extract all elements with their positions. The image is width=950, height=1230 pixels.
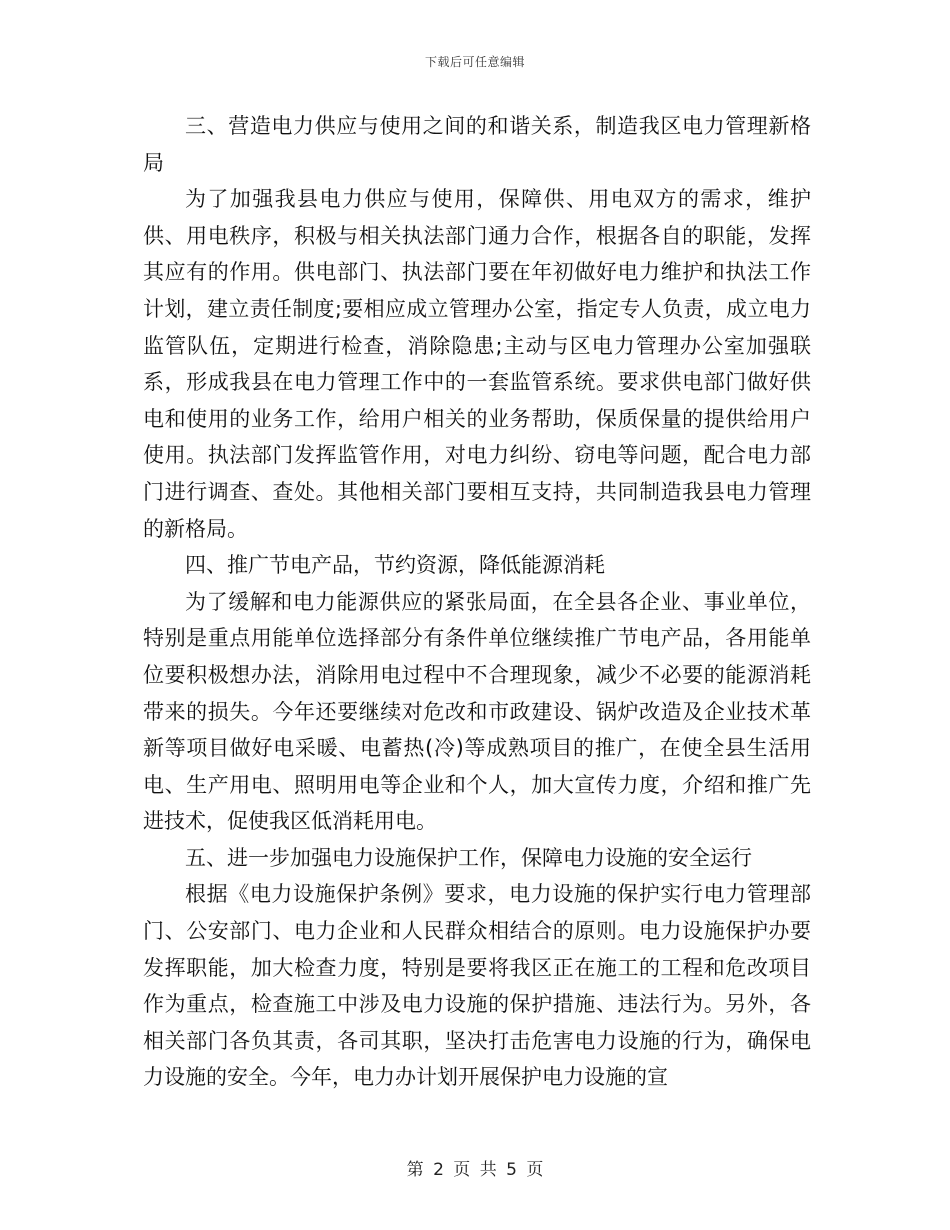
- body-paragraph: 为了加强我县电力供应与使用，保障供、用电双方的需求，维护供、用电秩序，积极与相关执法部门通力合作，根据各自的职能，发挥其应有的作用。供电部门、执法部门要在年初做好电力维护和执法工作计划，建立责任制度;要相应成立管理办公室，指定专人负责，成立电力监管队伍，定期进行检查，消除隐患;主动与区电力管理办公室加强联系，形成我县在电力管理工作中的一套监管系统。要求供电部门做好供电和使用的业务工作，给用户相关的业务帮助，保质保量的提供给用户使用。执法部门发挥监管作用，对电力纠纷、窃电等问题，配合电力部门进行调查、查处。其他相关部门要相互支持，共同制造我县电力管理的新格局。: [143, 187, 811, 541]
- body-paragraph: 为了缓解和电力能源供应的紧张局面，在全县各企业、事业单位，特别是重点用能单位选择部分有条件单位继续推广节电产品，各用能单位要积极想办法，消除用电过程中不合理现象，减少不必要的能源消耗带来的损失。今年还要继续对危改和市政建设、锅炉改造及企业技术革新等项目做好电采暖、电蓄热(冷)等成熟项目的推广，在使全县生活用电、生产用电、照明用电等企业和个人，加大宣传力度，介绍和推广先进技术，促使我区低消耗用电。: [143, 589, 811, 834]
- document-body: [143, 108, 811, 1096]
- page-header-note: 下载后可任意编辑: [424, 55, 525, 69]
- page-number-footer: 第 2 页 共 5 页: [406, 1160, 544, 1180]
- section-heading-4: 四、推广节电产品，节约资源，降低能源消耗: [185, 553, 605, 578]
- section-heading-5: 五、进一步加强电力设施保护工作，保障电力设施的安全运行: [185, 845, 752, 870]
- section-heading-3: 三、营造电力供应与使用之间的和谐关系，制造我区电力管理新格局: [143, 114, 811, 175]
- body-paragraph: 根据《电力设施保护条例》要求，电力设施的保护实行电力管理部门、公安部门、电力企业和人民群众相结合的原则。电力设施保护办要发挥职能，加大检查力度，特别是要将我区正在施工的工程和危改项目作为重点，检查施工中涉及电力设施的保护措施、违法行为。另外，各相关部门各负其责，各司其职，坚决打击危害电力设施的行为，确保电力设施的安全。今年，电力办计划开展保护电力设施的宣: [143, 882, 811, 1090]
